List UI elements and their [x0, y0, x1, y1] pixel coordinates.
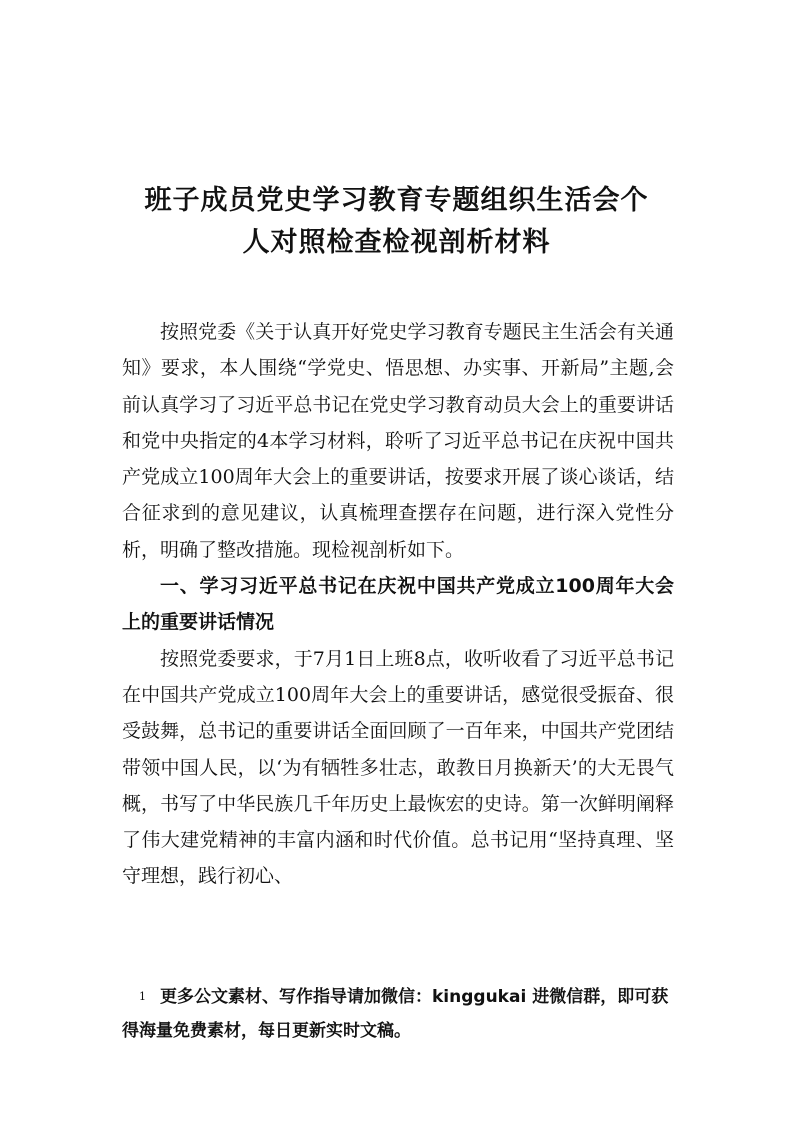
document-title — [110, 180, 683, 264]
document-body — [122, 314, 674, 895]
footnote-text: 更多公文素材、写作指导请加微信：kinggukai 进微信群，即可获得海量免费素材，每日更新实时文稿。 — [122, 987, 669, 1041]
intro-paragraph: 按照党委《关于认真开好党史学习教育专题民主生活会有关通知》要求，本人围绕“学党史、悟思想、办实事、开新局”主题,会前认真学习了习近平总书记在党史学习教育动员大会上的重要讲话和党中央指定的4本学习材料，聆听了习近平总书记在庆祝中国共产党成立100周年大会上的重要讲话，按要求开展了谈心谈话，结合征求到的意见建议，认真梳理查摆存在问题，进行深入党性分析，明确了整改措施。现检视剖析如下。 — [122, 321, 674, 561]
title-line-1: 班子成员党史学习教育专题组织生活会个 — [144, 185, 649, 216]
footnote-marker: 1 — [139, 990, 146, 1003]
section-1-paragraph: 按照党委要求，于7月1日上班8点，收听收看了习近平总书记在中国共产党成立100周年大会上的重要讲话，感觉很受振奋、很受鼓舞，总书记的重要讲话全面回顾了一百年来，中国共产党团结带领中国人民，以‘为有牺牲多壮志，敢教日月换新天’的大无畏气概，书写了中华民族几千年历史上最恢宏的史诗。第一次鲜明阐释了伟大建党精神的丰富内涵和时代价值。总书记用“坚持真理、坚守理想，践行初心、 — [122, 647, 674, 888]
footnote — [122, 980, 674, 1048]
title-line-2: 人对照检查检视剖析材料 — [242, 227, 551, 258]
section-heading-1: 一、学习习近平总书记在庆祝中国共产党成立100周年大会上的重要讲话情况 — [122, 575, 674, 634]
